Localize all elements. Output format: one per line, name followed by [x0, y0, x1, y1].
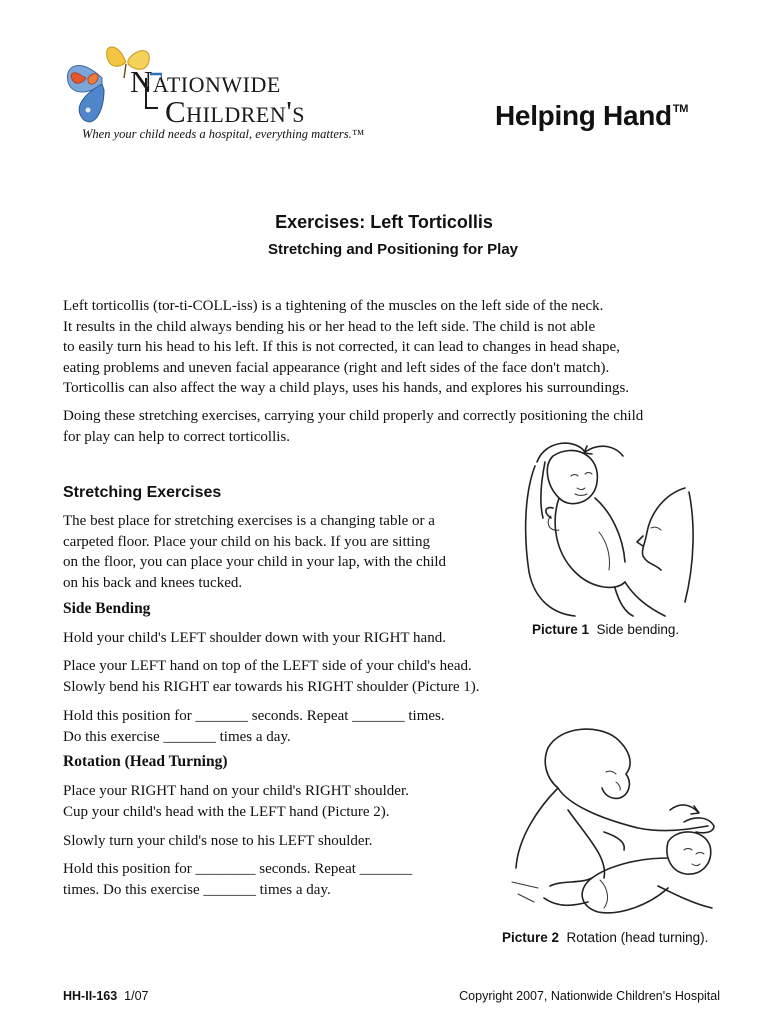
picture1-text: Side bending.	[596, 622, 680, 637]
document-code-value: HH-II-163	[63, 989, 118, 1003]
intro-paragraph-2: Doing these stretching exercises, carrying your child properly and correctly positioning the child for play can help to correct torticollis.	[63, 408, 644, 445]
picture2-label: Picture 2	[502, 930, 560, 945]
logo-name-line1: Nationwide	[130, 64, 281, 99]
logo-name-line2: Children's	[165, 94, 306, 129]
logo-tagline: When your child needs a hospital, everything matters.™	[82, 127, 364, 141]
picture2-caption	[502, 930, 708, 945]
copyright-notice: Copyright 2007, Nationwide Children's Hospital	[459, 989, 720, 1003]
rotation-step3: Hold this position for ________ seconds. Repeat _______ times. Do this exercise _______ times a day.	[63, 861, 413, 898]
rotation-step1: Place your RIGHT hand on your child's RIGHT shoulder. Cup your child's head with the LEFT hand (Picture 2).	[63, 783, 409, 820]
rotation-heading: Rotation (Head Turning)	[63, 753, 228, 770]
side-bending-illustration	[515, 432, 700, 617]
side-bending-step3: Hold this position for _______ seconds. Repeat _______ times. Do this exercise _______ times a day.	[63, 708, 445, 745]
side-bending-step2: Place your LEFT hand on top of the LEFT side of your child's head. Slowly bend his RIGHT ear towards his RIGHT shoulder (Picture 1).	[63, 658, 480, 695]
picture1-label: Picture 1	[532, 622, 590, 637]
brand-title	[495, 100, 688, 132]
rotation-illustration	[508, 718, 723, 923]
section-intro: The best place for stretching exercises is a changing table or a carpeted floor. Place your child on his back. If you are sitting on the floor, you can place your child in your lap, with the child on his back and knees tucked.	[63, 513, 447, 591]
rotation-step2: Slowly turn your child's nose to his LEFT shoulder.	[63, 833, 373, 849]
side-bending-step1: Hold your child's LEFT shoulder down with your RIGHT hand.	[63, 630, 446, 646]
section-heading: Stretching Exercises	[63, 484, 222, 501]
page-subtitle: Stretching and Positioning for Play	[267, 241, 519, 258]
document-date: 1/07	[124, 989, 149, 1003]
picture1-caption	[532, 622, 679, 637]
brand-name: Helping Hand	[495, 100, 672, 131]
page-title: Exercises: Left Torticollis	[275, 212, 493, 232]
side-bending-heading: Side Bending	[63, 600, 151, 617]
document-code	[63, 989, 148, 1003]
intro-paragraph: Left torticollis (tor-ti-COLL-iss) is a tightening of the muscles on the left side of the neck. It results in the child always bending his or her head to the left side. The child is not able to easily turn his head to his left. If this is not corrected, it can lead to changes in head shape, eating problems and uneven facial appearance (right and left sides of the face don't match). Torticollis can also affect the way a child plays, uses his hands, and explores his surroundings.	[63, 298, 630, 396]
picture2-text: Rotation (head turning).	[566, 930, 709, 945]
trademark-mark: TM	[672, 103, 689, 115]
